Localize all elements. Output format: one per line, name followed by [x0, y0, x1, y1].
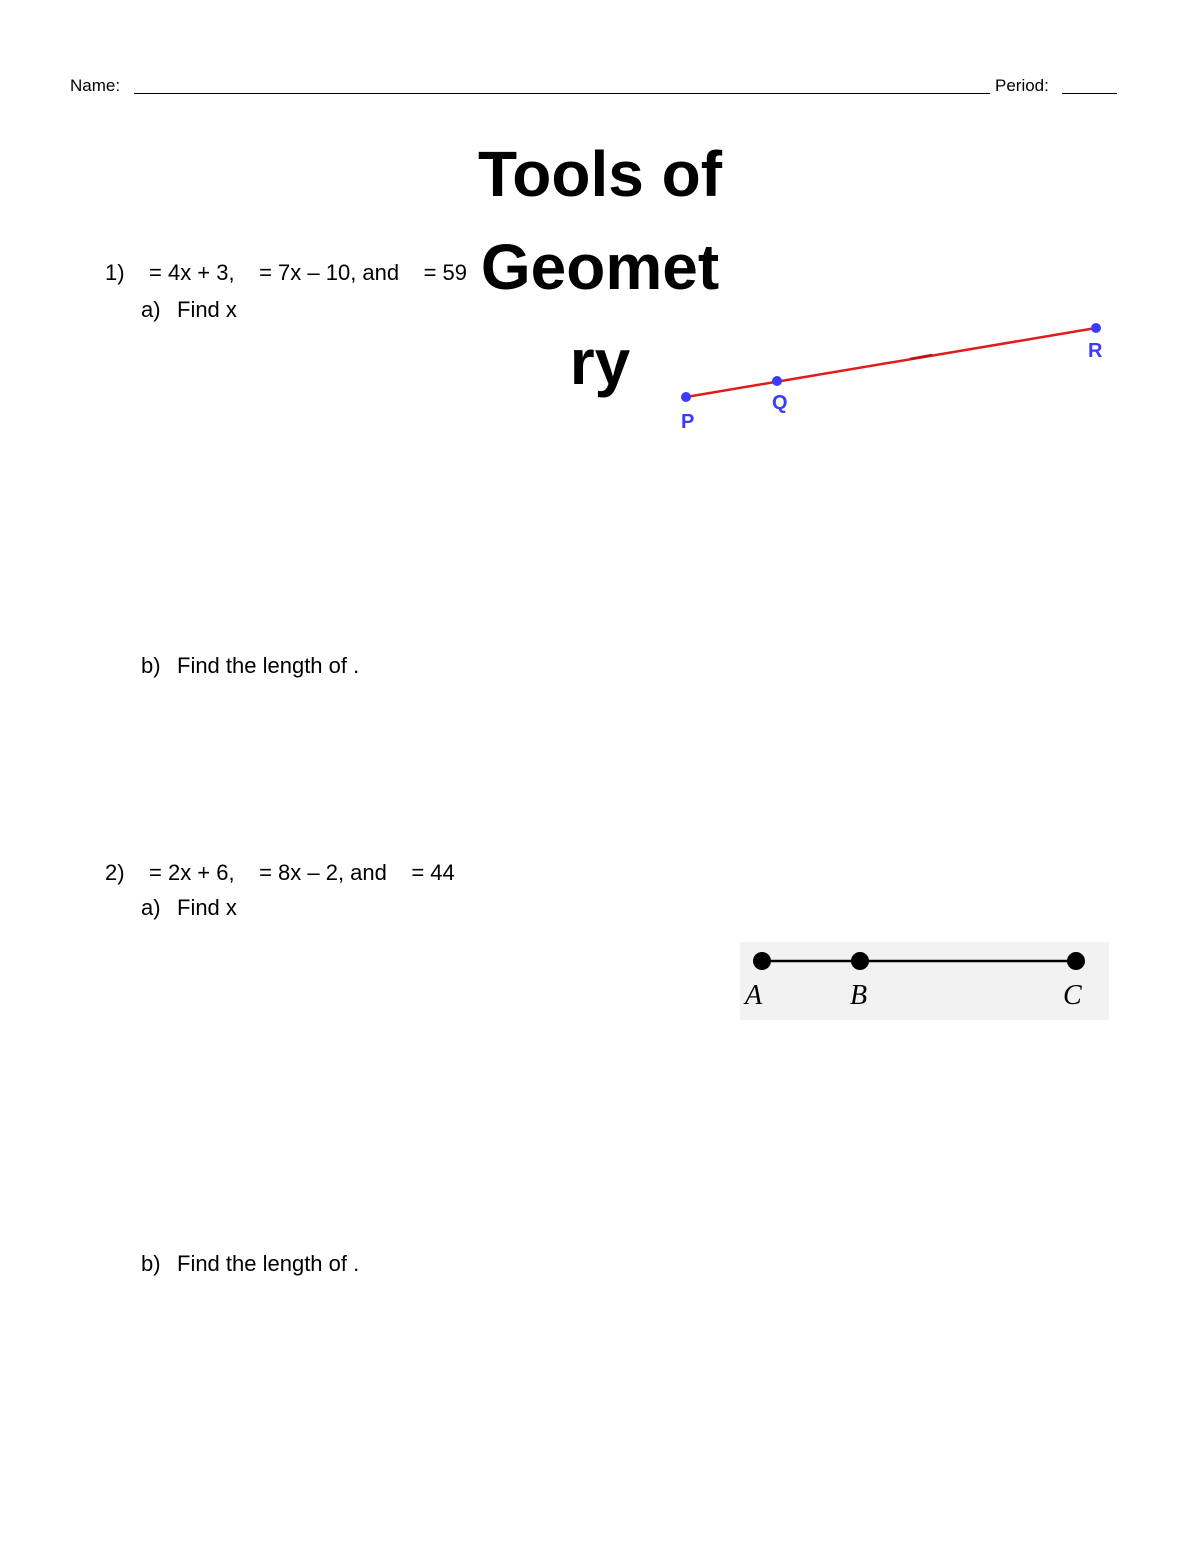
problem-2-number: 2): [105, 860, 125, 885]
problem-2-part-b: [141, 1251, 359, 1277]
label-r: R: [1088, 340, 1103, 362]
problem-1-equation: = 4x + 3, = 7x – 10, and = 59: [149, 260, 468, 285]
point-r: [1091, 323, 1101, 333]
page-title-line-1: Tools of: [477, 138, 723, 210]
point-q: [772, 376, 782, 386]
point-b: [851, 952, 869, 970]
segment-pr: [686, 328, 1096, 397]
problem-1-part-b: [141, 653, 359, 679]
label-a: A: [745, 980, 763, 1011]
problem-2-part-a-letter: a): [141, 895, 161, 920]
period-field-line[interactable]: [1062, 93, 1117, 94]
problem-1-part-b-letter: b): [141, 653, 161, 678]
page-title-line-3: ry: [569, 326, 631, 398]
label-c: C: [1063, 980, 1082, 1011]
name-field-line[interactable]: [134, 93, 990, 94]
point-a: [753, 952, 771, 970]
point-c: [1067, 952, 1085, 970]
label-q: Q: [772, 392, 788, 414]
label-p: P: [681, 411, 695, 433]
problem-1-statement: [105, 260, 467, 286]
point-p: [681, 392, 691, 402]
label-b: B: [850, 980, 868, 1011]
segment-pqr-figure: [670, 315, 1120, 440]
problem-1-number: 1): [105, 260, 125, 285]
problem-1-part-a: [141, 297, 237, 323]
problem-2-part-a-text: Find x: [177, 895, 237, 920]
problem-2-part-a: [141, 895, 237, 921]
page-title-line-2: Geomet: [480, 231, 720, 303]
problem-2-equation: = 2x + 6, = 8x – 2, and = 44: [149, 860, 455, 885]
problem-2-part-b-letter: b): [141, 1251, 161, 1276]
problem-2-part-b-text: Find the length of .: [177, 1251, 360, 1276]
period-label: Period:: [995, 76, 1049, 95]
figure-background: [740, 942, 1109, 1020]
segment-abc-figure: [740, 942, 1109, 1020]
problem-1-part-b-text: Find the length of .: [177, 653, 360, 678]
problem-2-statement: [105, 860, 455, 886]
problem-1-part-a-text: Find x: [177, 297, 237, 322]
name-label: Name:: [70, 76, 121, 95]
problem-1-part-a-letter: a): [141, 297, 161, 322]
